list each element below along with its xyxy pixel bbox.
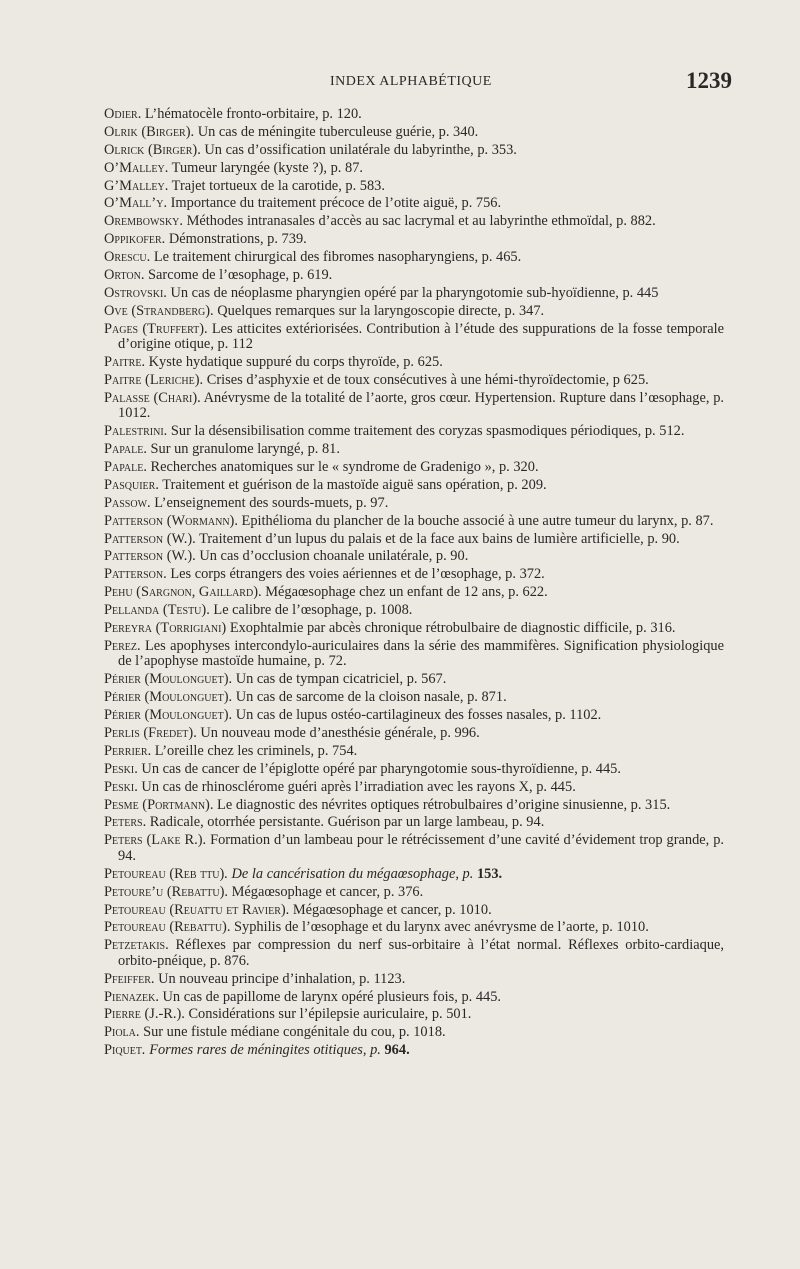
entry-coauthors: (Birger) xyxy=(137,123,191,140)
entry-author: Petzetakis xyxy=(104,937,166,954)
index-entry xyxy=(104,143,724,159)
entry-text: . L’enseignement des sourds-muets, p. 97. xyxy=(147,494,389,511)
index-entry xyxy=(104,1007,724,1023)
entry-coauthors: (W.) xyxy=(163,548,193,565)
entry-text: . Les corps étrangers des voies aériennes et de l’œsophage, p. 372. xyxy=(163,566,545,583)
index-entry xyxy=(104,496,724,512)
entry-coauthors: (Rebattu) xyxy=(163,883,225,900)
index-entry xyxy=(104,125,724,141)
entry-coauthors: (Rebattu) xyxy=(165,919,227,936)
entry-coauthors: (Portmann) xyxy=(138,796,210,813)
entry-text: . Traitement et guérison de la mastoïde aiguë sans opération, p. 209. xyxy=(155,476,547,493)
entry-author: Pienazek xyxy=(104,988,156,1005)
index-entry xyxy=(104,708,724,724)
index-entry xyxy=(104,833,724,864)
entry-author: Patterson xyxy=(104,548,164,565)
entry-text: . Le traitement chirurgical des fibromes nasopharyngiens, p. 465. xyxy=(146,249,522,266)
index-entry xyxy=(104,972,724,988)
entry-text: . Radicale, otorrhée persistante. Guérison par un large lambeau, p. 94. xyxy=(142,814,545,831)
entry-text: . Un cas de tympan cicatriciel, p. 567. xyxy=(228,671,447,688)
index-entry xyxy=(104,460,724,476)
index-entry xyxy=(104,107,724,123)
entry-author: Petoureau xyxy=(104,865,166,882)
entry-author: Petoureau xyxy=(104,919,166,936)
index-entry xyxy=(104,867,724,883)
entry-text: . Un cas de lupus ostéo-cartilagineux des fosses nasales, p. 1102. xyxy=(228,707,602,724)
entry-author: Orton xyxy=(104,267,141,284)
entry-text: . Formes rares de méningites otitiques, p. xyxy=(142,1042,385,1059)
entry-author: Patterson xyxy=(104,512,164,529)
entry-author: Pereyra xyxy=(104,620,153,637)
entry-text: . Un cas d’occlusion choanale unilatérale, p. 90. xyxy=(192,548,469,565)
entry-text: . Considérations sur l’épilepsie auriculaire, p. 501. xyxy=(181,1006,472,1023)
entry-author: Perrier xyxy=(104,742,148,759)
entry-author: Pellanda xyxy=(104,602,160,619)
entry-author: Ostrovski xyxy=(104,284,164,301)
entry-text: . Un cas de rhinosclérome guéri après l’irradiation avec les rayons X, p. 445. xyxy=(134,778,576,795)
entry-author: Passow xyxy=(104,494,148,511)
entry-author: Pehu xyxy=(104,584,133,601)
entry-author: Orescu xyxy=(104,249,147,266)
index-entry xyxy=(104,585,724,601)
entry-author: Peski xyxy=(104,760,135,777)
index-entries xyxy=(104,107,724,1061)
entry-author: Palasse xyxy=(104,389,150,406)
entry-text: . Syphilis de l’œsophage et du larynx avec anévrysme de l’aorte, p. 1010. xyxy=(226,919,649,936)
index-entry xyxy=(104,179,724,195)
entry-author: Perez xyxy=(104,637,137,654)
entry-author: Paitre xyxy=(104,371,142,388)
entry-coauthors: (Reb ttu) xyxy=(165,865,225,882)
entry-author: Patterson xyxy=(104,566,164,583)
entry-author: Ove xyxy=(104,302,128,319)
entry-author: Petoure’u xyxy=(104,883,164,900)
index-entry xyxy=(104,442,724,458)
entry-author: Périer xyxy=(104,671,141,688)
entry-author: Pierre xyxy=(104,1006,141,1023)
index-entry xyxy=(104,161,724,177)
index-entry xyxy=(104,268,724,284)
entry-coauthors: (Sargnon, Gaillard) xyxy=(132,584,258,601)
entry-author: Palestrini xyxy=(104,423,164,440)
entry-text: . De la cancérisation du mégaœsophage, p. xyxy=(224,865,477,882)
entry-text: . L’oreille chez les criminels, p. 754. xyxy=(147,742,358,759)
entry-text: . Kyste hydatique suppuré du corps thyroïde, p. 625. xyxy=(141,354,443,371)
entry-author: Périer xyxy=(104,689,141,706)
entry-author: G’Malley xyxy=(104,177,165,194)
index-entry xyxy=(104,672,724,688)
entry-text: . Traitement d’un lupus du palais et de la face aux bains de lumière artificielle, p. 90. xyxy=(192,530,680,547)
index-entry xyxy=(104,920,724,936)
entry-coauthors: (Truffert) xyxy=(138,320,205,337)
entry-coauthors: (J.-R.) xyxy=(140,1006,182,1023)
entry-text: Exophtalmie par abcès chronique rétrobulbaire de diagnostic difficile, p. 316. xyxy=(226,620,676,637)
entry-text: . Un cas de néoplasme pharyngien opéré par la pharyngotomie sub-hyoïdienne, p. 445 xyxy=(163,284,659,301)
index-entry xyxy=(104,1043,724,1059)
entry-text: . Un nouveau principe d’inhalation, p. 1123. xyxy=(150,970,406,987)
entry-author: O’Mall’y xyxy=(104,195,164,212)
entry-text: . Démonstrations, p. 739. xyxy=(161,231,307,248)
entry-coauthors: (Lake R.) xyxy=(142,832,203,849)
running-title: INDEX ALPHABÉTIQUE xyxy=(330,74,492,89)
entry-author: Peters xyxy=(104,832,143,849)
entry-coauthors: (Leriche) xyxy=(141,371,200,388)
entry-text: . Recherches anatomiques sur le « syndrome de Gradenigo », p. 320. xyxy=(143,459,539,476)
entry-text: . L’hématocèle fronto-orbitaire, p. 120. xyxy=(137,106,362,122)
entry-coauthors: (Testu) xyxy=(159,602,207,619)
entry-author: Peski xyxy=(104,778,135,795)
entry-author: Périer xyxy=(104,707,141,724)
entry-coauthors: (Chari) xyxy=(149,389,198,406)
entry-page-bold: 153. xyxy=(476,865,503,882)
entry-coauthors: (Moulonguet) xyxy=(140,707,229,724)
entry-text: . Réflexes par compression du nerf sus-orbitaire à l’état normal. Réflexes orbito-cardiaque, orbito-pnéique, p. 876. xyxy=(118,937,724,969)
index-entry xyxy=(104,322,724,353)
index-entry xyxy=(104,391,724,422)
index-entry xyxy=(104,532,724,548)
entry-author: Papale xyxy=(104,441,144,458)
entry-author: Peters xyxy=(104,814,143,831)
entry-author: O’Malley xyxy=(104,159,165,176)
entry-author: Piola xyxy=(104,1024,136,1041)
entry-coauthors: (Torrigiani) xyxy=(152,620,227,637)
entry-text: . Sur une fistule médiane congénitale du cou, p. 1018. xyxy=(135,1024,446,1041)
entry-coauthors: (W.) xyxy=(163,530,193,547)
entry-text: . Epithélioma du plancher de la bouche associé à une autre tumeur du larynx, p. 87. xyxy=(234,512,714,529)
index-entry xyxy=(104,355,724,371)
index-entry xyxy=(104,815,724,831)
index-entry xyxy=(104,304,724,320)
entry-text: . Les atticites extériorisées. Contribution à l’étude des suppurations de la fosse temporale d’origine otique, p. 112 xyxy=(118,320,724,353)
entry-author: Paitre xyxy=(104,354,142,371)
entry-text: . Anévrysme de la totalité de l’aorte, gros cœur. Hypertension. Rupture dans l’œsophage, p. 1012. xyxy=(118,389,724,422)
entry-author: Perlis xyxy=(104,725,140,741)
entry-author: Patterson xyxy=(104,530,164,547)
entry-author: Papale xyxy=(104,459,144,476)
entry-text: . Sur la désensibilisation comme traitement des coryzas spasmodiques périodiques, p. 512. xyxy=(163,423,685,440)
index-entry xyxy=(104,621,724,637)
index-entry xyxy=(104,514,724,530)
index-entry xyxy=(104,424,724,440)
index-entry xyxy=(104,885,724,901)
index-entry xyxy=(104,1025,724,1041)
entry-text: . Le diagnostic des névrites optiques rétrobulbaires d’origine sinusienne, p. 315. xyxy=(209,796,671,813)
entry-text: . Quelques remarques sur la laryngoscopie directe, p. 347. xyxy=(210,302,545,319)
entry-text: . Mégaœsophage et cancer, p. 376. xyxy=(224,883,424,900)
index-entry xyxy=(104,549,724,565)
entry-text: . Formation d’un lambeau pour le rétrécissement d’une cavité d’évidement trop grande, p. 94. xyxy=(118,832,724,864)
entry-author: Pesme xyxy=(104,796,139,813)
entry-author: Pages xyxy=(104,320,139,337)
index-entry xyxy=(104,938,724,969)
entry-coauthors: (Reuattu et Ravier) xyxy=(165,901,286,918)
index-entry xyxy=(104,286,724,302)
entry-text: . Les apophyses intercondylo-auriculaires dans la série des mammifères. Signification physiologique de l’apophyse mastoïde humaine, p. 72. xyxy=(118,637,724,670)
entry-text: . Sarcome de l’œsophage, p. 619. xyxy=(140,267,333,284)
entry-coauthors: (Strandberg) xyxy=(127,302,211,319)
index-entry xyxy=(104,690,724,706)
index-entry xyxy=(104,196,724,212)
entry-coauthors: (Birger) xyxy=(144,141,198,158)
entry-text: . Un nouveau mode d’anesthésie générale, p. 996. xyxy=(193,725,480,741)
entry-text: . Sur un granulome laryngé, p. 81. xyxy=(143,441,340,458)
index-entry xyxy=(104,762,724,778)
index-entry xyxy=(104,798,724,814)
entry-text: . Crises d’asphyxie et de toux consécutives à une hémi-thyroïdectomie, p 625. xyxy=(199,371,649,388)
entry-text: . Mégaœsophage et cancer, p. 1010. xyxy=(285,901,492,918)
entry-page-bold: 964. xyxy=(384,1042,410,1059)
entry-text: . Un cas de sarcome de la cloison nasale, p. 871. xyxy=(228,689,507,706)
index-entry xyxy=(104,373,724,389)
entry-author: Pfeiffer xyxy=(104,970,151,987)
index-entry xyxy=(104,744,724,760)
entry-author: Odier xyxy=(104,106,138,122)
index-entry xyxy=(104,990,724,1006)
index-entry xyxy=(104,232,724,248)
entry-text: . Le calibre de l’œsophage, p. 1008. xyxy=(206,602,413,619)
index-entry xyxy=(104,726,724,742)
entry-text: . Trajet tortueux de la carotide, p. 583. xyxy=(164,177,385,194)
entry-text: . Tumeur laryngée (kyste ?), p. 87. xyxy=(164,159,363,176)
entry-text: . Importance du traitement précoce de l’otite aiguë, p. 756. xyxy=(163,195,502,212)
index-entry xyxy=(104,903,724,919)
index-entry xyxy=(104,603,724,619)
entry-author: Oppikofer xyxy=(104,231,162,248)
entry-text: . Méthodes intranasales d’accès au sac lacrymal et au labyrinthe ethmoïdal, p. 882. xyxy=(179,213,656,230)
entry-author: Piquet xyxy=(104,1042,142,1059)
entry-text: . Un cas de méningite tuberculeuse guérie, p. 340. xyxy=(190,123,479,140)
entry-coauthors: (Wormann) xyxy=(163,512,235,529)
entry-coauthors: (Moulonguet) xyxy=(140,671,229,688)
index-entry xyxy=(104,478,724,494)
entry-author: Orembowsky xyxy=(104,213,180,230)
entry-text: . Un cas de papillome de larynx opéré plusieurs fois, p. 445. xyxy=(155,988,502,1005)
entry-coauthors: (Fredet) xyxy=(139,725,194,741)
index-entry xyxy=(104,250,724,266)
entry-author: Petoureau xyxy=(104,901,166,918)
entry-author: Pasquier xyxy=(104,476,156,493)
entry-author: Olrik xyxy=(104,123,138,140)
entry-coauthors: (Moulonguet) xyxy=(140,689,229,706)
page-number: 1239 xyxy=(686,68,732,93)
index-entry xyxy=(104,780,724,796)
entry-author: Olrick xyxy=(104,141,145,158)
entry-text: . Mégaœsophage chez un enfant de 12 ans, p. 622. xyxy=(258,584,548,601)
entry-text: . Un cas d’ossification unilatérale du labyrinthe, p. 353. xyxy=(197,141,517,158)
running-head xyxy=(0,64,800,94)
entry-text: . Un cas de cancer de l’épiglotte opéré par pharyngotomie sous-thyroïdienne, p. 445. xyxy=(134,760,621,777)
index-entry xyxy=(104,567,724,583)
index-entry xyxy=(104,214,724,230)
index-entry xyxy=(104,639,724,670)
